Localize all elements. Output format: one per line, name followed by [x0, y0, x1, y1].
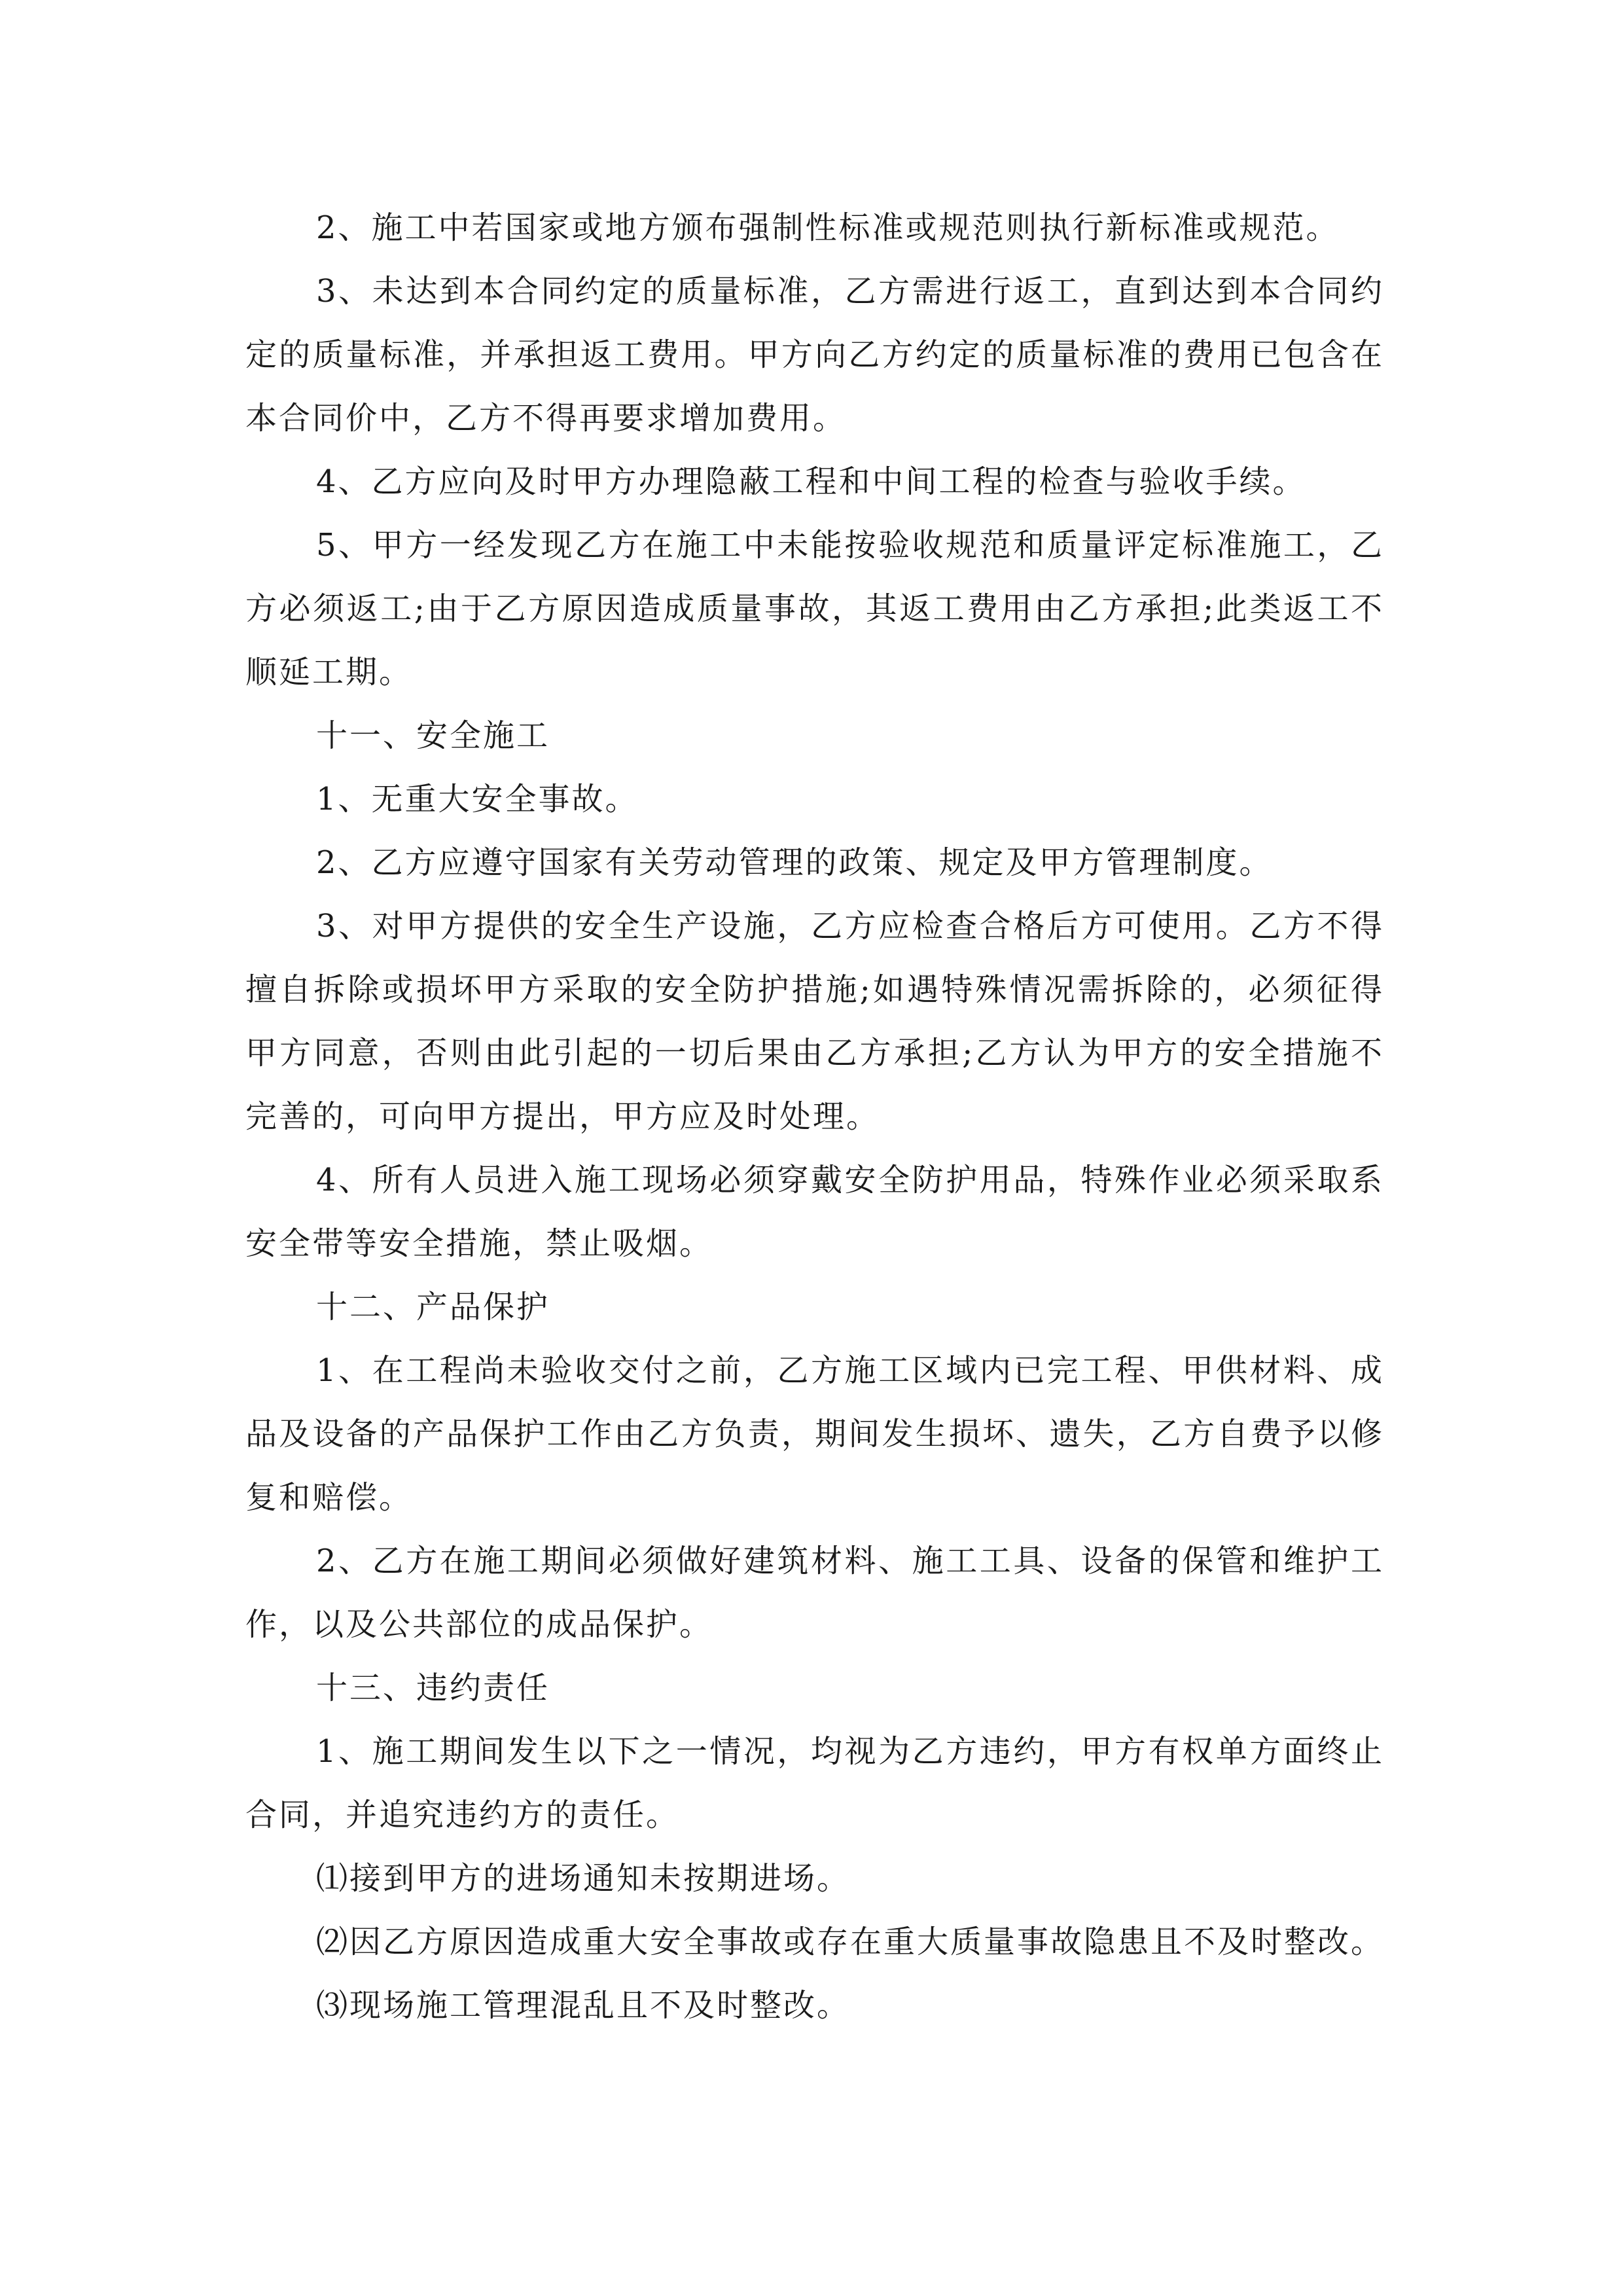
section-heading-breach-liability: 十三、违约责任	[316, 1670, 550, 1706]
document-body	[245, 196, 1384, 2037]
paragraph-clause-11-2: 2、乙方应遵守国家有关劳动管理的政策、规定及甲方管理制度。	[316, 844, 1273, 881]
list-item-breach-1: ⑴接到甲方的进场通知未按期进场。	[316, 1860, 851, 1897]
list-item-breach-3: ⑶现场施工管理混乱且不及时整改。	[316, 1987, 851, 2024]
paragraph-clause-10-3: 3、未达到本合同约定的质量标准，乙方需进行返工，直到达到本合同约定的质量标准，并承担返工费用。甲方向乙方约定的质量标准的费用已包含在本合同价中，乙方不得再要求增加费用。	[245, 273, 1384, 437]
paragraph-clause-10-2: 2、施工中若国家或地方颁布强制性标准或规范则执行新标准或规范。	[316, 209, 1340, 246]
paragraph-clause-11-3: 3、对甲方提供的安全生产设施，乙方应检查合格后方可使用。乙方不得擅自拆除或损坏甲方采取的安全防护措施;如遇特殊情况需拆除的，必须征得甲方同意，否则由此引起的一切后果由乙方承担;乙方认为甲方的安全措施不完善的，可向甲方提出，甲方应及时处理。	[245, 908, 1384, 1135]
paragraph-clause-11-1: 1、无重大安全事故。	[316, 781, 639, 817]
paragraph-clause-13-1: 1、施工期间发生以下之一情况，均视为乙方违约，甲方有权单方面终止合同，并追究违约方的责任。	[245, 1733, 1384, 1833]
section-heading-safety: 十一、安全施工	[316, 717, 550, 754]
paragraph-clause-10-5: 5、甲方一经发现乙方在施工中未能按验收规范和质量评定标准施工，乙方必须返工;由于乙方原因造成质量事故，其返工费用由乙方承担;此类返工不顺延工期。	[245, 527, 1384, 691]
section-heading-product-protection: 十二、产品保护	[316, 1289, 550, 1325]
paragraph-clause-10-4: 4、乙方应向及时甲方办理隐蔽工程和中间工程的检查与验收手续。	[316, 463, 1306, 500]
paragraph-clause-12-1: 1、在工程尚未验收交付之前，乙方施工区域内已完工程、甲供材料、成品及设备的产品保护工作由乙方负责，期间发生损坏、遗失，乙方自费予以修复和赔偿。	[245, 1352, 1384, 1516]
list-item-breach-2: ⑵因乙方原因造成重大安全事故或存在重大质量事故隐患且不及时整改。	[316, 1924, 1385, 1960]
paragraph-clause-12-2: 2、乙方在施工期间必须做好建筑材料、施工工具、设备的保管和维护工作，以及公共部位的成品保护。	[245, 1543, 1384, 1643]
paragraph-clause-11-4: 4、所有人员进入施工现场必须穿戴安全防护用品，特殊作业必须采取系安全带等安全措施，禁止吸烟。	[245, 1162, 1384, 1262]
